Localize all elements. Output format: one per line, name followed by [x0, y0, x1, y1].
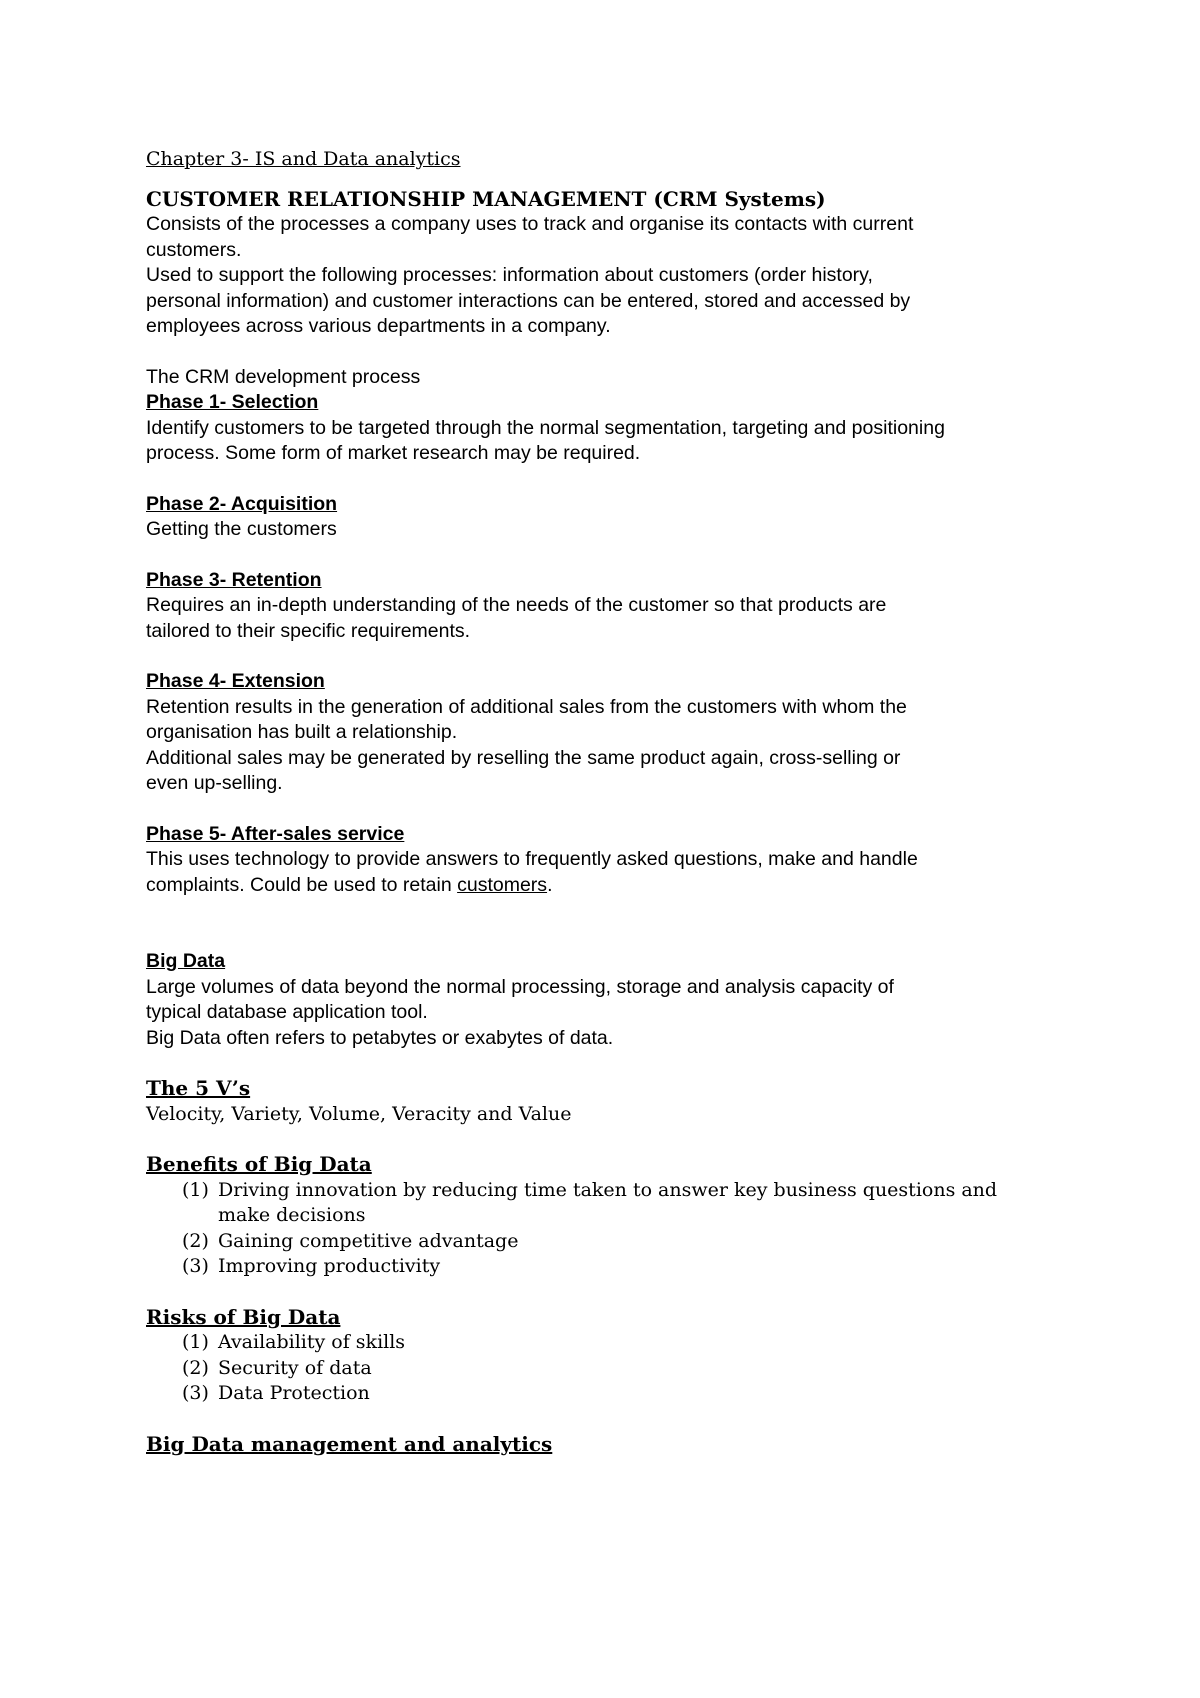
- phase-4-text: organisation has built a relationship.: [146, 721, 458, 743]
- benefits-heading: Benefits of Big Data: [146, 1152, 372, 1176]
- list-item-text: Improving productivity: [218, 1255, 441, 1277]
- management-heading: Big Data management and analytics: [146, 1431, 553, 1456]
- phase-3-text: Requires an in-depth understanding of the needs of the customer so that products are: [146, 594, 887, 616]
- crm-text-line: personal information) and customer interactions can be entered, stored and accessed by: [146, 289, 911, 312]
- list-item-number: (1): [182, 1331, 209, 1353]
- phase-4-text: Retention results in the generation of additional sales from the customers with whom the: [146, 695, 907, 718]
- crm-process-title: The CRM development process: [146, 365, 421, 388]
- big-data-text: typical database application tool.: [146, 1001, 428, 1023]
- benefits-list: [146, 1178, 1086, 1280]
- phase-1-text: Identify customers to be targeted through the normal segmentation, targeting and positioning: [146, 416, 945, 439]
- list-item-text: Security of data: [218, 1356, 372, 1379]
- list-item-text: Gaining competitive advantage: [218, 1229, 519, 1252]
- phase-2-heading: Phase 2- Acquisition: [146, 492, 338, 515]
- list-item-number: (2): [182, 1356, 209, 1379]
- phase-5-text: This uses technology to provide answers to frequently asked questions, make and handle: [146, 848, 918, 870]
- crm-text-line: employees across various departments in a company.: [146, 315, 611, 337]
- list-item: [146, 1330, 1086, 1356]
- risks-list: [146, 1330, 1086, 1407]
- crm-text-line: customers.: [146, 238, 242, 261]
- list-item: [146, 1229, 1086, 1255]
- phase-5-text: [146, 873, 1086, 899]
- phase-5-text-suffix: .: [547, 873, 553, 896]
- risks-heading: Risks of Big Data: [146, 1304, 341, 1329]
- document-page: [146, 146, 1086, 1457]
- crm-text-line: Used to support the following processes: information about customers (order history,: [146, 264, 873, 286]
- big-data-text: Big Data often refers to petabytes or exabytes of data.: [146, 1026, 614, 1049]
- phase-4-text: even up-selling.: [146, 772, 283, 794]
- list-item-number: (1): [182, 1178, 209, 1201]
- phase-3-heading: Phase 3- Retention: [146, 568, 322, 591]
- phase-1-heading: Phase 1- Selection: [146, 391, 319, 413]
- chapter-title: Chapter 3- IS and Data analytics: [146, 148, 461, 170]
- phase-1-text: process. Some form of market research may be required.: [146, 442, 641, 464]
- list-item-text: Data Protection: [218, 1382, 370, 1404]
- list-item-text: Availability of skills: [218, 1331, 406, 1353]
- crm-text-line: Consists of the processes a company uses to track and organise its contacts with current: [146, 213, 914, 235]
- list-item: [146, 1381, 1086, 1407]
- phase-5-text-prefix: complaints. Could be used to retain: [146, 873, 458, 896]
- big-data-text: Large volumes of data beyond the normal processing, storage and analysis capacity of: [146, 975, 894, 998]
- five-vs-heading: The 5 V’s: [146, 1076, 251, 1100]
- list-item-number: (2): [182, 1229, 209, 1252]
- list-item: [146, 1254, 1086, 1280]
- list-item: [146, 1356, 1086, 1382]
- list-item-number: (3): [182, 1255, 209, 1277]
- five-vs-text: Velocity, Variety, Volume, Veracity and Value: [146, 1102, 572, 1125]
- phase-2-text: Getting the customers: [146, 518, 337, 540]
- customers-link[interactable]: customers: [457, 873, 548, 896]
- phase-4-text: Additional sales may be generated by reselling the same product again, cross-selling or: [146, 746, 901, 769]
- crm-heading: CUSTOMER RELATIONSHIP MANAGEMENT (CRM Systems): [146, 187, 826, 211]
- list-item-text: Driving innovation by reducing time taken to answer key business questions and make decisions: [218, 1178, 998, 1226]
- list-item-number: (3): [182, 1382, 209, 1404]
- phase-4-heading: Phase 4- Extension: [146, 670, 325, 692]
- phase-5-heading: Phase 5- After-sales service: [146, 822, 405, 845]
- big-data-heading: Big Data: [146, 950, 226, 972]
- list-item: [146, 1178, 1086, 1229]
- phase-3-text: tailored to their specific requirements.: [146, 619, 471, 642]
